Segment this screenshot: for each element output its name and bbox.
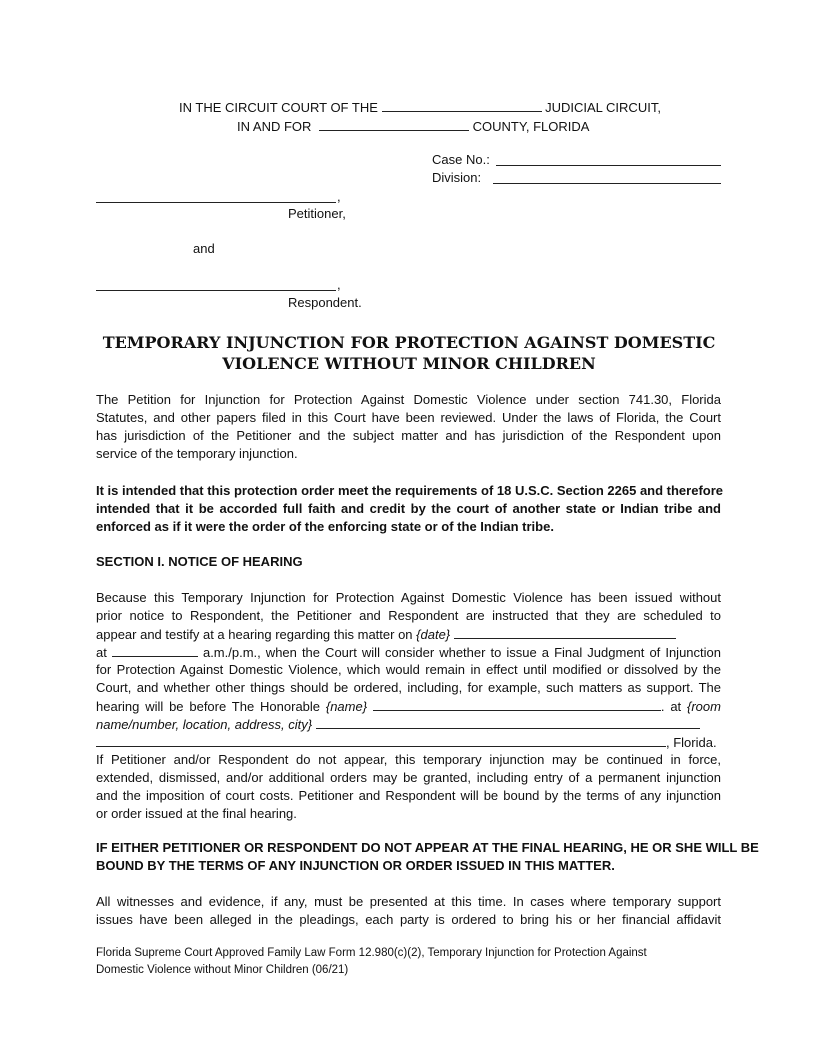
division-row: Division: xyxy=(432,170,482,185)
judge-name-blank[interactable] xyxy=(373,697,661,711)
case-number-row: Case No.: xyxy=(432,152,490,167)
court-line-2: IN AND FOR COUNTY, FLORIDA xyxy=(237,119,590,134)
petitioner-comma: , xyxy=(337,189,341,204)
respondent-label: Respondent. xyxy=(288,295,362,310)
and-label: and xyxy=(193,241,215,256)
notice-of-hearing-paragraph: Because this Temporary Injunction for Protection Against Domestic Violence has been issued without prior notice to Respondent, the Petitioner and Respondent are instructed that they are scheduled to appear and testify at a hearing regarding this matter on {date} at a.m./p.m., when the Court will consider whether to issue a Final Judgment of Injunction for Protection Against Domestic Violence, which would remain in effect until modified or dissolved by the Court, and whether other things should be ordered, including, for example, such matters as support. The hearing will be before The Honorable {name} . at {room name/number, location, address, city} , Florida. If Petitioner and/or Respondent do not appear, this temporary injunction may be continued in force, extended, dismissed, and/or additional orders may be granted, including entry of a permanent injunction and the imposition of court costs. Petitioner and Respondent will be bound by the terms of any injunction or order issued at the final hearing. xyxy=(96,590,721,821)
case-number-blank[interactable] xyxy=(496,165,721,166)
federal-full-faith-notice: It is intended that this protection order meet the requirements of 18 U.S.C. Section 2265 and therefore intended that it be accorded full faith and credit by the court of another state or Indian tribe and enforced as if it were the order of the enforcing state or of the Indian tribe. xyxy=(96,483,724,534)
room-line: name/number, location, address, city} xyxy=(96,715,721,733)
circuit-blank[interactable] xyxy=(382,98,542,112)
hearing-date-line: appear and testify at a hearing regarding this matter on {date} xyxy=(96,625,721,643)
hearing-time-blank[interactable] xyxy=(112,643,198,657)
intro-paragraph: The Petition for Injunction for Protection Against Domestic Violence under section 741.30, Florida Statutes, and other papers filed in this Court have been reviewed. Under the laws of Florida, the Court has jurisdiction of the Petitioner and the subject matter and has jurisdiction of the Respondent upon service of the temporary injunction. xyxy=(96,392,721,461)
respondent-comma: , xyxy=(337,277,341,292)
court-line-1: IN THE CIRCUIT COURT OF THE JUDICIAL CIRCUIT, xyxy=(179,100,661,115)
section-1-heading: SECTION I. NOTICE OF HEARING xyxy=(96,554,303,569)
respondent-name-blank[interactable] xyxy=(96,290,336,291)
room-location-blank[interactable] xyxy=(316,715,700,729)
address-continuation-blank[interactable] xyxy=(96,733,666,747)
witnesses-paragraph: All witnesses and evidence, if any, must be presented at this time. In cases where temporary support issues have been alleged in the pleadings, each party is ordered to bring his or her financial affidavit xyxy=(96,894,721,927)
petitioner-label: Petitioner, xyxy=(288,206,346,221)
judge-line: hearing will be before The Honorable {name} . at {room xyxy=(96,699,721,714)
document-title: TEMPORARY INJUNCTION FOR PROTECTION AGAINST DOMESTIC VIOLENCE WITHOUT MINOR CHILDREN xyxy=(102,333,716,373)
hearing-time-line: at a.m./p.m., when the Court will consider whether to issue a Final Judgment of Injunction xyxy=(96,645,721,660)
hearing-date-blank[interactable] xyxy=(454,625,676,639)
county-blank[interactable] xyxy=(319,117,469,131)
form-footer: Florida Supreme Court Approved Family Law Form 12.980(c)(2), Temporary Injunction for Protection Against Domestic Violence without Minor Children (06/21) xyxy=(96,947,647,976)
non-appearance-warning: IF EITHER PETITIONER OR RESPONDENT DO NOT APPEAR AT THE FINAL HEARING, HE OR SHE WILL BE BOUND BY THE TERMS OF ANY INJUNCTION OR ORDER ISSUED IN THIS MATTER. xyxy=(96,840,759,873)
florida-line: , Florida. xyxy=(96,733,721,751)
division-blank[interactable] xyxy=(493,183,721,184)
petitioner-name-blank[interactable] xyxy=(96,202,336,203)
